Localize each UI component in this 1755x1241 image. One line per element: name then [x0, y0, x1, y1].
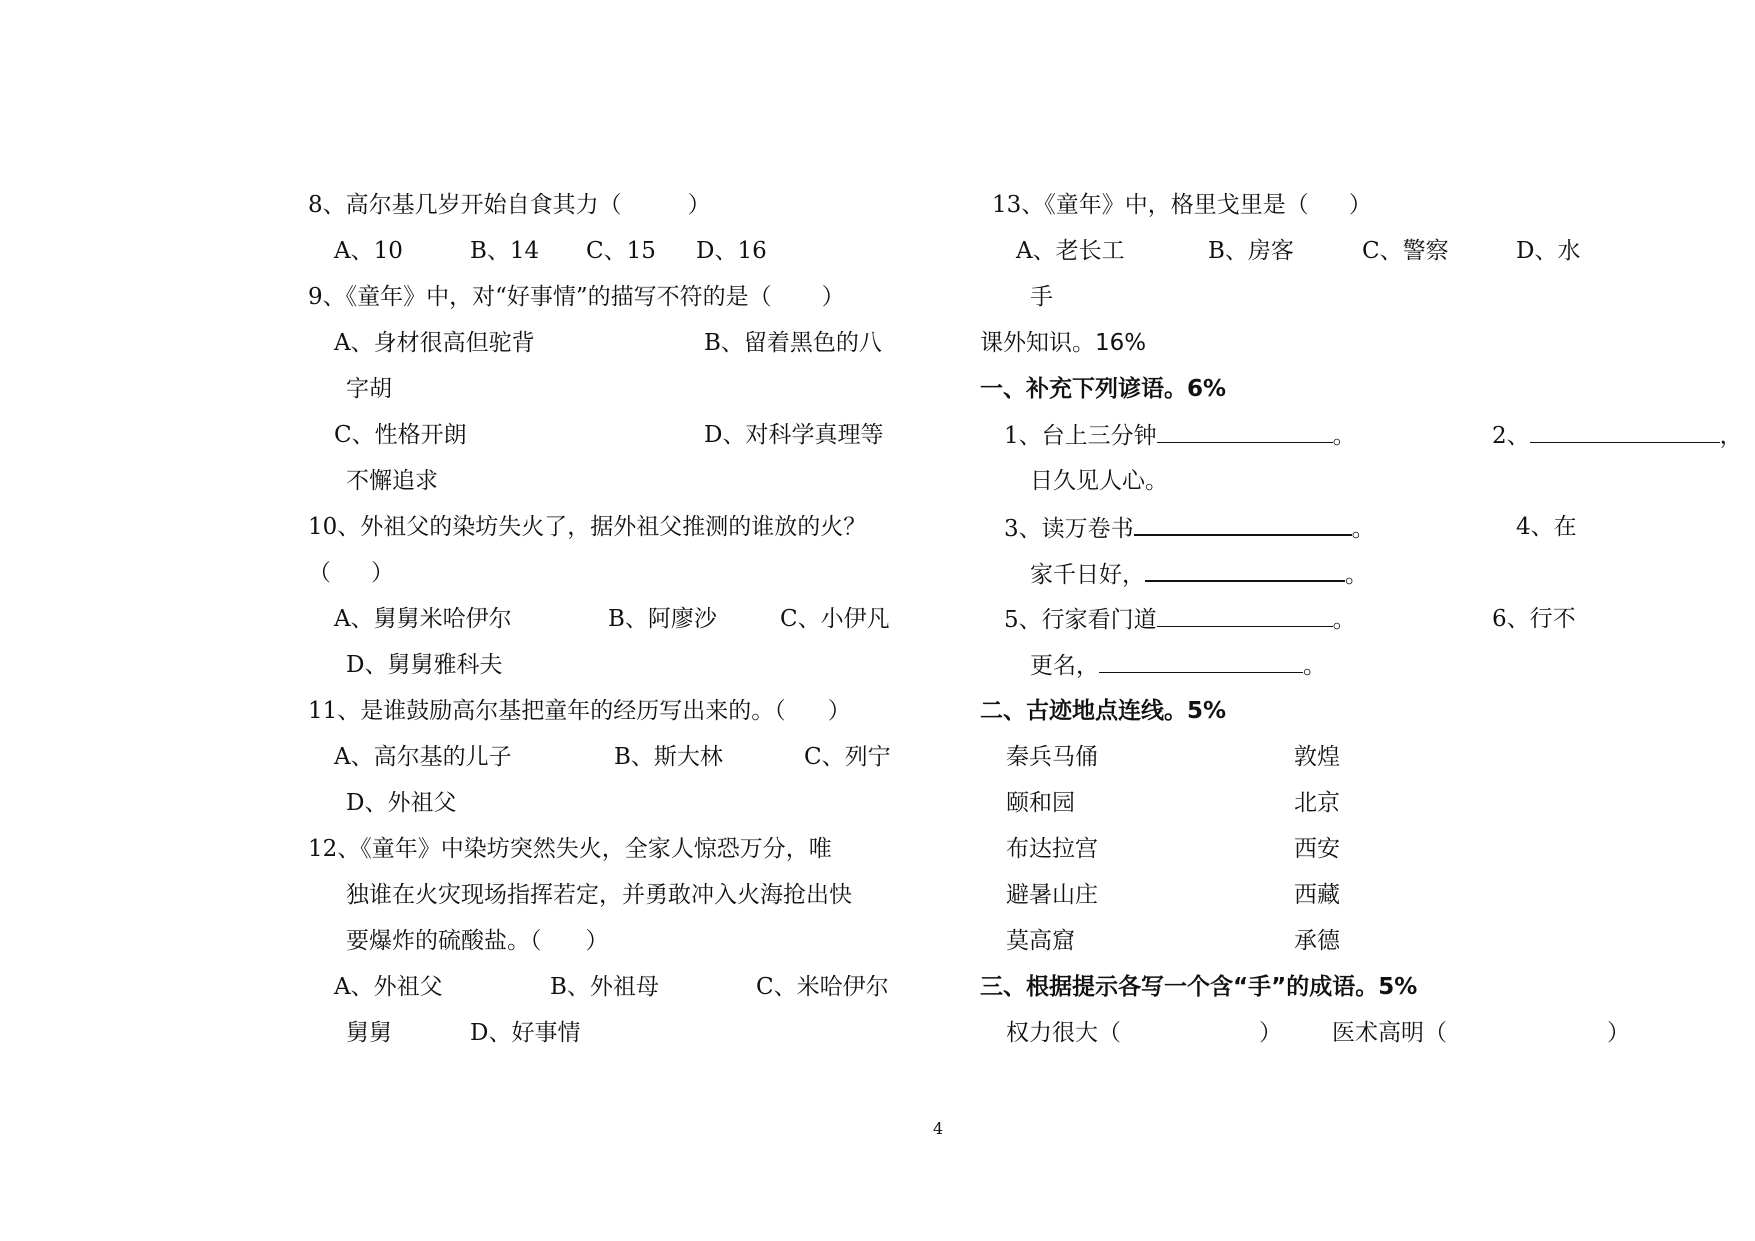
question-13-option-b: B、房客 — [1208, 238, 1294, 264]
question-11-option-b: B、斯大林 — [614, 744, 723, 770]
question-12-option-c-cont: 舅舅 — [346, 1020, 392, 1046]
question-12-line-3: 要爆炸的硫酸盐。（ ） — [346, 928, 609, 954]
question-12-line-2: 独谁在火灾现场指挥若定，并勇敢冲入火海抢出快 — [346, 882, 852, 908]
place-item: 北京 — [1294, 790, 1340, 816]
option-b: B、14 — [470, 238, 540, 264]
idiom-prompt-1: 权力很大（ ） — [1006, 1020, 1282, 1046]
question-12-option-d: D、好事情 — [470, 1020, 581, 1046]
proverb-6-cont: 更名， 。 — [1030, 650, 1326, 681]
site-item: 避暑山庄 — [1006, 882, 1098, 908]
proverb-1: 1、台上三分钟 。 — [1004, 420, 1356, 451]
part-1-title: 一、补充下列谚语。6% — [980, 376, 1227, 402]
question-12-option-a: A、外祖父 — [334, 974, 443, 1000]
option-a: A、10 — [334, 238, 403, 264]
question-9-option-d: D、对科学真理等 — [704, 422, 884, 448]
option-d: D、16 — [696, 238, 767, 264]
question-12-option-b: B、外祖母 — [550, 974, 659, 1000]
idiom-prompt-2: 医术高明（ ） — [1332, 1020, 1630, 1046]
place-item: 西藏 — [1294, 882, 1340, 908]
question-11-option-c: C、列宁 — [804, 744, 891, 770]
question-9-stem: 9、《童年》中，对“好事情”的描写不符的是（ ） — [308, 284, 845, 310]
question-9-option-b: B、留着黑色的八 — [704, 330, 882, 356]
place-item: 西安 — [1294, 836, 1340, 862]
part-3-title: 三、根据提示各写一个含“手”的成语。5% — [980, 974, 1418, 1000]
question-8-stem: 8、高尔基几岁开始自食其力（ ） — [308, 192, 711, 218]
question-9-option-c: C、性格开朗 — [334, 422, 467, 448]
proverb-3: 3、读万卷书 。 — [1004, 512, 1375, 544]
proverb-5-blank[interactable] — [1157, 604, 1333, 627]
site-item: 布达拉宫 — [1006, 836, 1098, 862]
question-12-line-1: 12、《童年》中染坊突然失火，全家人惊恐万分，唯 — [308, 836, 832, 862]
place-item: 敦煌 — [1294, 744, 1340, 770]
question-11-option-d: D、外祖父 — [346, 790, 457, 816]
proverb-6: 6、行不 — [1492, 606, 1576, 632]
question-9-option-b-cont: 字胡 — [346, 376, 392, 402]
section-title-extracurricular: 课外知识。16% — [980, 330, 1147, 356]
proverb-4-cont: 家千日好， 。 — [1030, 558, 1368, 590]
question-10-option-a: A、舅舅米哈伊尔 — [334, 606, 512, 632]
option-c: C、15 — [586, 238, 656, 264]
proverb-6-blank[interactable] — [1099, 650, 1303, 673]
proverb-2-cont: 日久见人心。 — [1030, 468, 1168, 494]
question-13-option-d: D、水 — [1516, 238, 1581, 264]
question-13-option-d-cont: 手 — [1030, 284, 1053, 310]
question-10-stem: 10、外祖父的染坊失火了，据外祖父推测的谁放的火？ — [308, 514, 867, 540]
proverb-3-blank[interactable] — [1134, 512, 1352, 536]
proverb-1-blank[interactable] — [1157, 420, 1333, 443]
question-9-option-d-cont: 不懈追求 — [346, 468, 438, 494]
question-12-option-c: C、米哈伊尔 — [756, 974, 889, 1000]
question-13-option-a: A、老长工 — [1016, 238, 1125, 264]
question-13-stem: 13、《童年》中，格里戈里是（ ） — [992, 192, 1372, 218]
site-item: 秦兵马俑 — [1006, 744, 1098, 770]
question-10-answer-paren: （ ） — [308, 560, 394, 586]
question-13-option-c: C、警察 — [1362, 238, 1449, 264]
place-item: 承德 — [1294, 928, 1340, 954]
proverb-2: 2、 ， — [1492, 420, 1743, 451]
proverb-4: 4、在 — [1516, 514, 1577, 540]
question-10-option-b: B、阿廖沙 — [608, 606, 717, 632]
site-item: 颐和园 — [1006, 790, 1075, 816]
site-item: 莫高窟 — [1006, 928, 1075, 954]
question-10-option-d: D、舅舅雅科夫 — [346, 652, 503, 678]
proverb-4-blank[interactable] — [1145, 558, 1345, 582]
question-11-option-a: A、高尔基的儿子 — [334, 744, 512, 770]
part-2-title: 二、古迹地点连线。5% — [980, 698, 1227, 724]
proverb-2-blank[interactable] — [1530, 420, 1720, 443]
question-10-option-c: C、小伊凡 — [780, 606, 890, 632]
question-11-stem: 11、是谁鼓励高尔基把童年的经历写出来的。（ ） — [308, 698, 851, 724]
proverb-5: 5、行家看门道 。 — [1004, 604, 1356, 635]
page-number: 4 — [933, 1119, 944, 1138]
question-9-option-a: A、身材很高但驼背 — [334, 330, 535, 356]
